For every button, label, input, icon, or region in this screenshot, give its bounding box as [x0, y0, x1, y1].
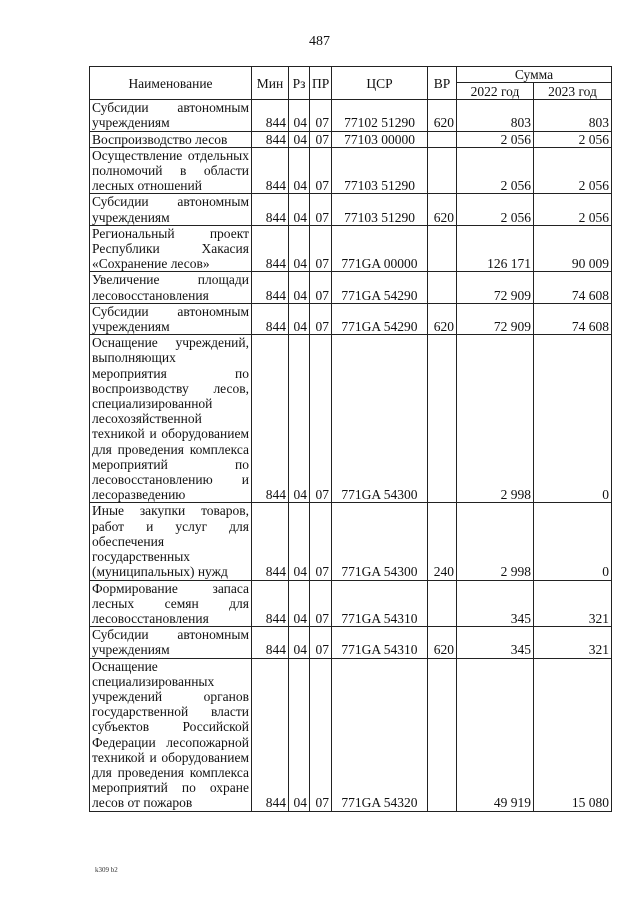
table-row [90, 303, 612, 334]
table-row [90, 147, 612, 194]
cell-name: Воспроизводство лесов [90, 131, 252, 147]
cell-name: Оснащение учреждений, выполняющих мероприятия по воспроизводству лесов, специализированной лесохозяйственной техникой и оборудованием для проведения комплекса мероприятий по лесовосстановлению и лесоразведению [90, 335, 252, 503]
header-name: Наименование [90, 67, 252, 100]
table-row [90, 100, 612, 131]
table-row [90, 225, 612, 272]
cell-sum-2023: 90 009 [534, 225, 612, 272]
cell-vr: 620 [428, 303, 457, 334]
cell-sum-2023: 15 080 [534, 658, 612, 811]
cell-rz: 04 [289, 194, 310, 225]
page-number: 487 [309, 34, 330, 49]
cell-vr [428, 658, 457, 811]
cell-min: 844 [252, 503, 289, 580]
cell-pr: 07 [310, 335, 332, 503]
cell-rz: 04 [289, 272, 310, 303]
table-row [90, 335, 612, 503]
cell-rz: 04 [289, 100, 310, 131]
cell-sum-2023: 803 [534, 100, 612, 131]
cell-pr: 07 [310, 100, 332, 131]
table-row [90, 272, 612, 303]
cell-min: 844 [252, 194, 289, 225]
budget-table [89, 66, 612, 812]
cell-name: Региональный проект Республики Хакасия «Сохранение лесов» [90, 225, 252, 272]
header-rz: Рз [289, 67, 310, 100]
cell-vr [428, 131, 457, 147]
cell-csr: 771GA 54300 [332, 335, 428, 503]
cell-min: 844 [252, 627, 289, 658]
header-sum: Сумма [457, 67, 612, 83]
cell-name: Субсидии автономным учреждениям [90, 303, 252, 334]
cell-min: 844 [252, 303, 289, 334]
header-csr: ЦСР [332, 67, 428, 100]
cell-csr: 77102 51290 [332, 100, 428, 131]
cell-vr: 620 [428, 627, 457, 658]
cell-sum-2022: 2 056 [457, 131, 534, 147]
cell-sum-2022: 2 056 [457, 147, 534, 194]
cell-csr: 771GA 54300 [332, 503, 428, 580]
cell-sum-2022: 2 998 [457, 335, 534, 503]
cell-vr: 620 [428, 100, 457, 131]
cell-vr [428, 225, 457, 272]
cell-rz: 04 [289, 303, 310, 334]
cell-sum-2022: 2 056 [457, 194, 534, 225]
cell-sum-2022: 126 171 [457, 225, 534, 272]
cell-vr [428, 272, 457, 303]
cell-csr: 771GA 54290 [332, 272, 428, 303]
cell-min: 844 [252, 147, 289, 194]
table-row [90, 194, 612, 225]
cell-rz: 04 [289, 225, 310, 272]
cell-pr: 07 [310, 580, 332, 627]
header-vr: ВР [428, 67, 457, 100]
cell-sum-2022: 72 909 [457, 272, 534, 303]
cell-name: Оснащение специализированных учреждений органов государственной власти субъектов Российской Федерации лесопожарной техникой и оборудованием для проведения комплекса мероприятий по охране лесов от пожаров [90, 658, 252, 811]
cell-pr: 07 [310, 272, 332, 303]
table-row [90, 503, 612, 580]
cell-name: Формирование запаса лесных семян для лесовосстановления [90, 580, 252, 627]
cell-pr: 07 [310, 225, 332, 272]
cell-pr: 07 [310, 303, 332, 334]
cell-pr: 07 [310, 131, 332, 147]
cell-sum-2023: 2 056 [534, 131, 612, 147]
cell-sum-2023: 0 [534, 335, 612, 503]
cell-rz: 04 [289, 658, 310, 811]
cell-rz: 04 [289, 627, 310, 658]
cell-min: 844 [252, 335, 289, 503]
cell-sum-2023: 0 [534, 503, 612, 580]
cell-min: 844 [252, 272, 289, 303]
cell-name: Субсидии автономным учреждениям [90, 194, 252, 225]
cell-vr [428, 335, 457, 503]
cell-sum-2023: 321 [534, 627, 612, 658]
cell-csr: 77103 51290 [332, 147, 428, 194]
cell-min: 844 [252, 658, 289, 811]
cell-pr: 07 [310, 194, 332, 225]
cell-csr: 77103 00000 [332, 131, 428, 147]
table-row [90, 131, 612, 147]
cell-rz: 04 [289, 503, 310, 580]
cell-rz: 04 [289, 131, 310, 147]
cell-pr: 07 [310, 627, 332, 658]
cell-name: Субсидии автономным учреждениям [90, 627, 252, 658]
cell-rz: 04 [289, 335, 310, 503]
cell-sum-2022: 49 919 [457, 658, 534, 811]
cell-rz: 04 [289, 147, 310, 194]
cell-sum-2023: 321 [534, 580, 612, 627]
cell-name: Иные закупки товаров, работ и услуг для обеспечения государственных (муниципальных) нужд [90, 503, 252, 580]
cell-pr: 07 [310, 503, 332, 580]
cell-min: 844 [252, 131, 289, 147]
cell-csr: 771GA 00000 [332, 225, 428, 272]
cell-sum-2023: 2 056 [534, 194, 612, 225]
cell-sum-2023: 2 056 [534, 147, 612, 194]
cell-vr [428, 580, 457, 627]
cell-pr: 07 [310, 658, 332, 811]
cell-vr: 620 [428, 194, 457, 225]
header-year-2022: 2022 год [457, 83, 534, 100]
cell-min: 844 [252, 225, 289, 272]
cell-sum-2022: 803 [457, 100, 534, 131]
cell-sum-2023: 74 608 [534, 272, 612, 303]
cell-sum-2022: 2 998 [457, 503, 534, 580]
header-min: Мин [252, 67, 289, 100]
cell-name: Осуществление отдельных полномочий в области лесных отношений [90, 147, 252, 194]
table-row [90, 658, 612, 811]
cell-csr: 771GA 54310 [332, 580, 428, 627]
cell-csr: 771GA 54290 [332, 303, 428, 334]
cell-sum-2022: 345 [457, 580, 534, 627]
table-row [90, 627, 612, 658]
cell-csr: 771GA 54310 [332, 627, 428, 658]
cell-name: Субсидии автономным учреждениям [90, 100, 252, 131]
cell-sum-2022: 345 [457, 627, 534, 658]
cell-csr: 771GA 54320 [332, 658, 428, 811]
cell-sum-2022: 72 909 [457, 303, 534, 334]
header-pr: ПР [310, 67, 332, 100]
cell-rz: 04 [289, 580, 310, 627]
cell-pr: 07 [310, 147, 332, 194]
cell-vr [428, 147, 457, 194]
header-year-2023: 2023 год [534, 83, 612, 100]
cell-name: Увеличение площади лесовосстановления [90, 272, 252, 303]
cell-min: 844 [252, 580, 289, 627]
cell-min: 844 [252, 100, 289, 131]
cell-vr: 240 [428, 503, 457, 580]
table-row [90, 580, 612, 627]
cell-csr: 77103 51290 [332, 194, 428, 225]
footer-code: k309 b2 [95, 866, 118, 874]
cell-sum-2023: 74 608 [534, 303, 612, 334]
